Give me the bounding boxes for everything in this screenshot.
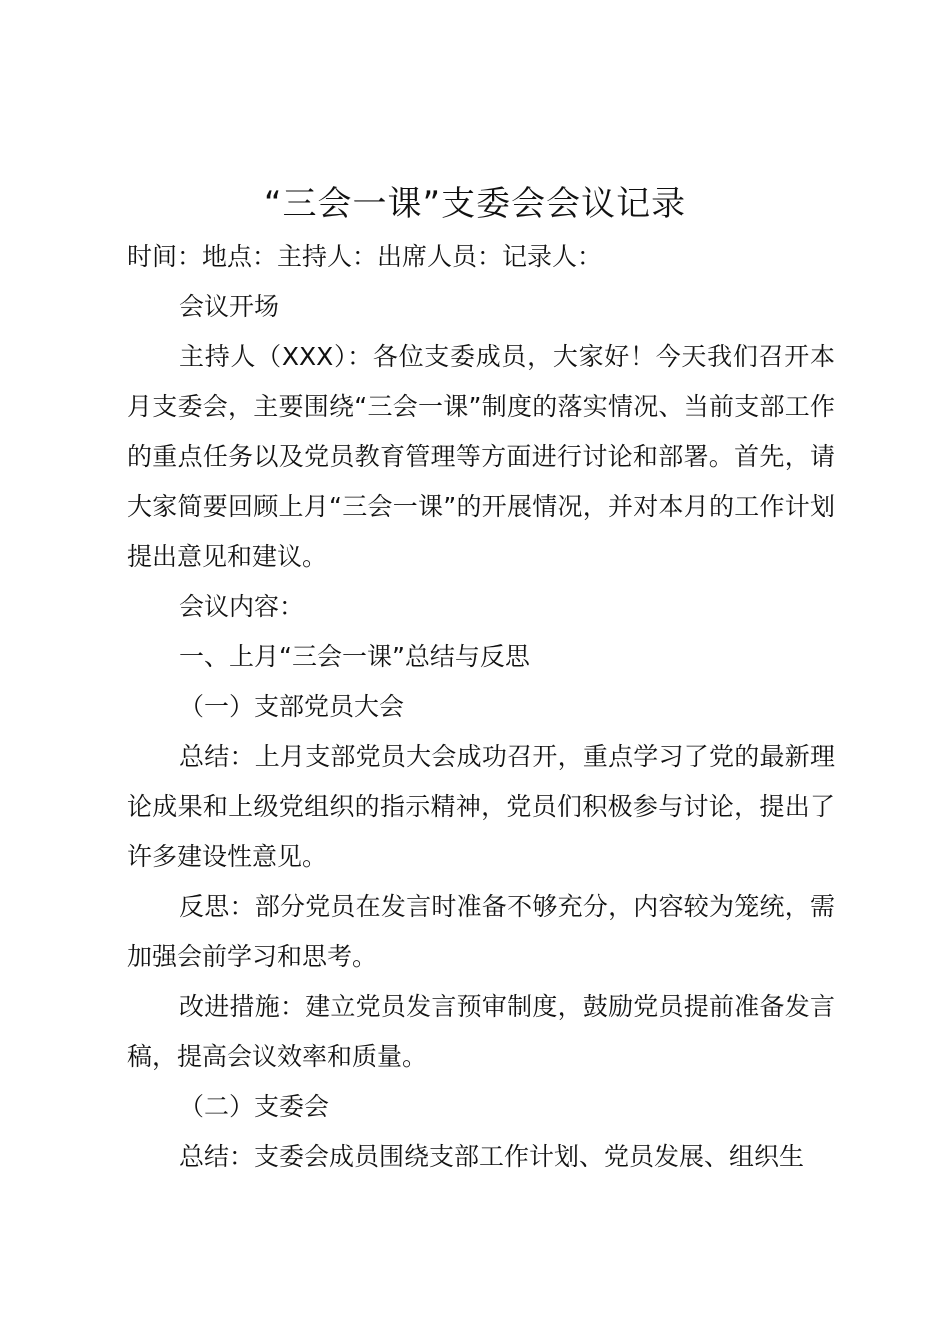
host-speech-paragraph: 主持人（XXX）：各位支委成员，大家好！今天我们召开本月支委会，主要围绕“三会一课”制度的落实情况、当前支部工作的重点任务以及党员教育管理等方面进行讨论和部署。首先，请大家简要回顾上月“三会一课”的开展情况，并对本月的工作计划提出意见和建议。 <box>127 342 835 571</box>
sub-heading-2: （二）支委会 <box>179 1092 330 1121</box>
reflection-paragraph-1: 反思：部分党员在发言时准备不够充分，内容较为笼统，需加强会前学习和思考。 <box>127 892 835 971</box>
heading-1: 一、上月“三会一课”总结与反思 <box>179 642 530 671</box>
document-body <box>127 232 835 1182</box>
improvement-paragraph-1: 改进措施：建立党员发言预审制度，鼓励党员提前准备发言稿，提高会议效率和质量。 <box>127 992 835 1071</box>
section-content: 会议内容： <box>179 592 305 621</box>
summary-paragraph-1: 总结：上月支部党员大会成功召开，重点学习了党的最新理论成果和上级党组织的指示精神，党员们积极参与讨论，提出了许多建设性意见。 <box>127 742 835 871</box>
section-opening: 会议开场 <box>179 292 280 321</box>
sub-heading-1: （一）支部党员大会 <box>179 692 405 721</box>
page-title: “三会一课”支委会会议记录 <box>263 184 687 224</box>
meta-line: 时间：地点：主持人：出席人员：记录人： <box>127 242 603 271</box>
summary-paragraph-2: 总结：支委会成员围绕支部工作计划、党员发展、组织生 <box>179 1142 805 1171</box>
